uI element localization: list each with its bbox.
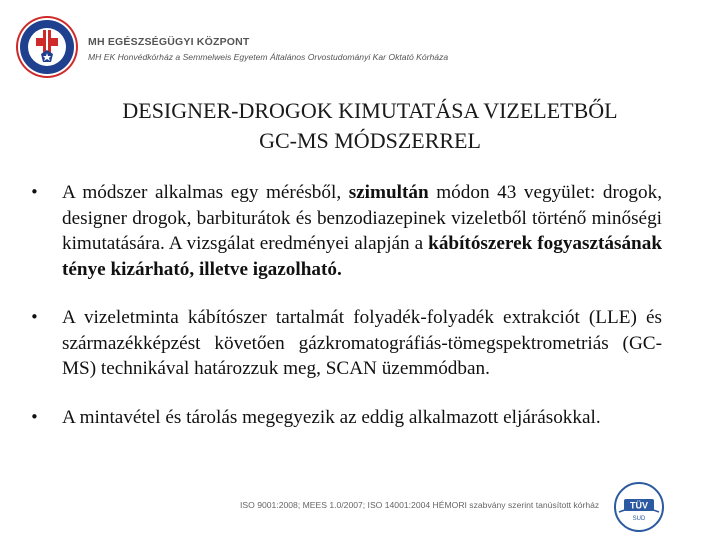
- tuv-certification-badge-icon: [614, 482, 664, 532]
- bullet-text: A mintavétel és tárolás megegyezik az eddig alkalmazott eljárásokkal.: [62, 406, 601, 428]
- bullet-item-sampling: [30, 405, 662, 431]
- badge-brand-text: TÜV: [630, 500, 648, 511]
- organization-logo-icon: [14, 14, 80, 80]
- badge-sub-text: SUD: [632, 516, 646, 522]
- slide-title: [60, 96, 680, 156]
- bullet-text: módon 43 vegyület: drogok, designer drogok, barbiturátok és benzodiazepinek vizeletből történő minőségi kimutatására. A vizsgálat eredményei alapján a: [62, 182, 663, 254]
- title-line-2: GC-MS MÓDSZERREL: [259, 128, 481, 153]
- slide-header: [0, 0, 720, 96]
- bullet-bold-text: kábítószerek fogyasztásának ténye kizárható, illetve igazolható.: [62, 233, 662, 280]
- bullet-item-extraction: [30, 305, 662, 382]
- bullet-list: [30, 180, 662, 430]
- bullet-text: A módszer alkalmas egy mérésből,: [62, 182, 349, 203]
- bullet-bold-text: szimultán: [348, 182, 429, 203]
- certification-text: ISO 9001:2008; MEES 1.0/2007; ISO 14001:2004 HÉMORI szabvány szerint tanúsított kórház: [240, 500, 600, 510]
- organization-name: MH EGÉSZSÉGÜGYI KÖZPONT: [88, 36, 250, 48]
- bullet-text: A vizeletminta kábítószer tartalmát folyadék-folyadék extrakciót (LLE) és származékképzést követően gázkromatográfiás-tömegspektrometriás (GC-MS) technikával határozzuk meg, SCAN üzemmódban.: [62, 307, 662, 379]
- title-line-1: DESIGNER-DROGOK KIMUTATÁSA VIZELETBŐL: [122, 98, 618, 123]
- organization-subtitle: MH EK Honvédkórház a Semmelweis Egyetem Általános Orvostudományi Kar Oktató Kórháza: [88, 52, 449, 62]
- bullet-item-method: [30, 180, 662, 282]
